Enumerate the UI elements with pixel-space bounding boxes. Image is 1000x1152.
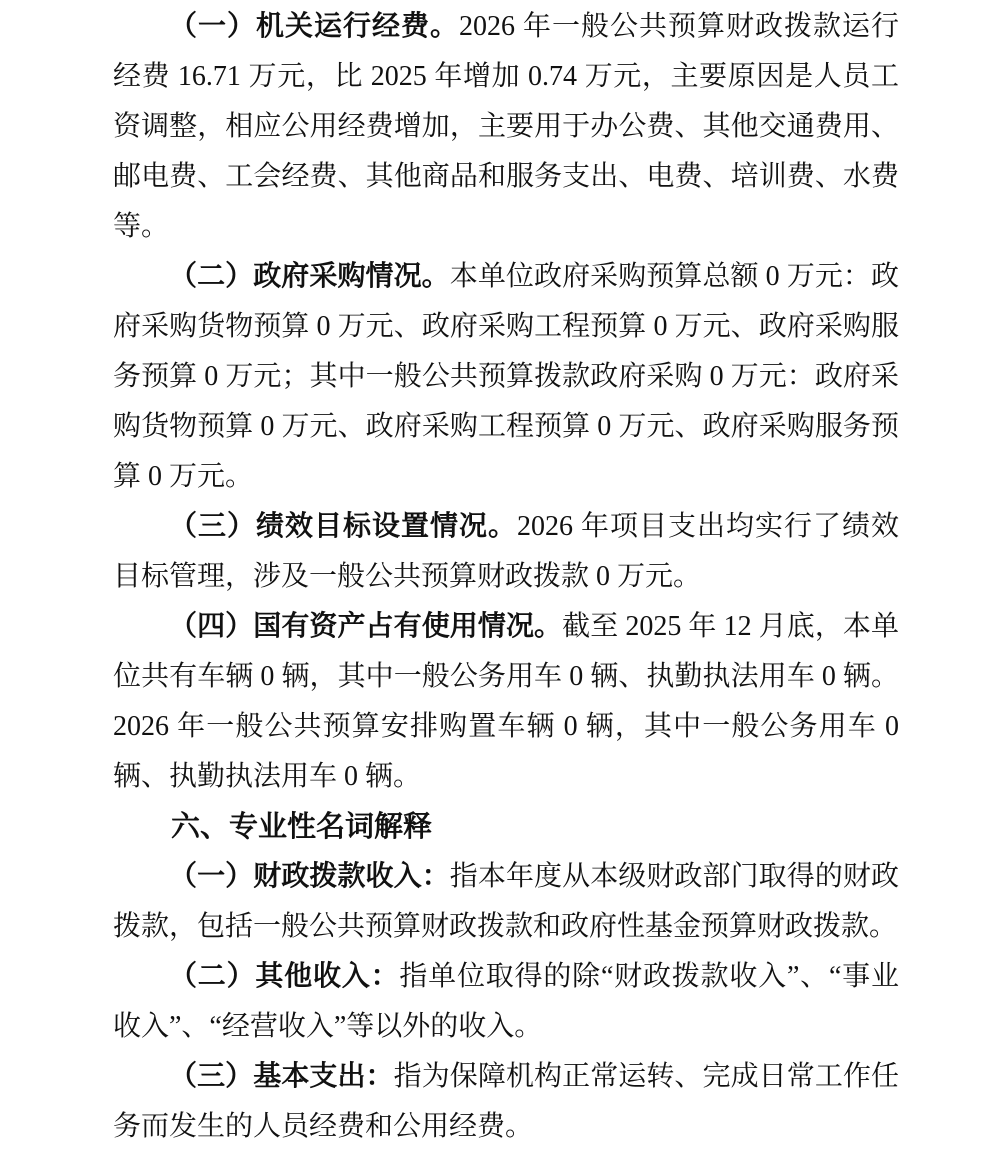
paragraph-agency-operating-expenses-lead: （一）机关运行经费。 [169,11,459,42]
paragraph-state-assets [113,602,899,802]
paragraph-term-fiscal-appropriation-income-text: 指本年度从本级财政部门取得的财政拨款，包括一般公共预算财政拨款和政府性基金预算财政拨款。 [113,861,899,942]
paragraph-performance-targets-text: 2026 年项目支出均实行了绩效目标管理，涉及一般公共预算财政拨款 0 万元。 [113,511,899,592]
paragraph-term-other-income-text: 指单位取得的除“财政拨款收入”、“事业收入”、“经营收入”等以外的收入。 [113,961,899,1042]
paragraph-term-basic-expenditure-lead: （三）基本支出： [169,1061,394,1092]
paragraph-performance-targets-lead: （三）绩效目标设置情况。 [169,511,517,542]
document-body [113,2,899,1152]
paragraph-term-fiscal-appropriation-income-lead: （一）财政拨款收入： [169,861,450,892]
paragraph-term-basic-expenditure-text: 指为保障机构正常运转、完成日常工作任务而发生的人员经费和公用经费。 [113,1061,899,1142]
paragraph-term-fiscal-appropriation-income [113,852,899,952]
paragraph-state-assets-lead: （四）国有资产占有使用情况。 [169,611,563,642]
paragraph-term-other-income-lead: （二）其他收入： [169,961,400,992]
section-heading-terminology: 六、专业性名词解释 [171,811,433,843]
paragraph-performance-targets [113,502,899,602]
paragraph-government-procurement [113,252,899,502]
paragraph-agency-operating-expenses-text: 2026 年一般公共预算财政拨款运行经费 16.71 万元，比 2025 年增加 0.74 万元，主要原因是人员工资调整，相应公用经费增加，主要用于办公费、其他交通费用、邮电费、工会经费、其他商品和服务支出、电费、培训费、水费等。 [113,11,899,242]
paragraph-agency-operating-expenses [113,2,899,252]
paragraph-government-procurement-text: 本单位政府采购预算总额 0 万元：政府采购货物预算 0 万元、政府采购工程预算 0 万元、政府采购服务预算 0 万元；其中一般公共预算拨款政府采购 0 万元：政府采购货物预算 0 万元、政府采购工程预算 0 万元、政府采购服务预算 0 万元。 [113,261,899,492]
paragraph-state-assets-text: 截至 2025 年 12 月底，本单位共有车辆 0 辆，其中一般公务用车 0 辆、执勤执法用车 0 辆。2026 年一般公共预算安排购置车辆 0 辆，其中一般公务用车 0 辆、执勤执法用车 0 辆。 [113,611,899,792]
paragraph-term-basic-expenditure [113,1052,899,1152]
paragraph-term-other-income [113,952,899,1052]
paragraph-government-procurement-lead: （二）政府采购情况。 [169,261,450,292]
